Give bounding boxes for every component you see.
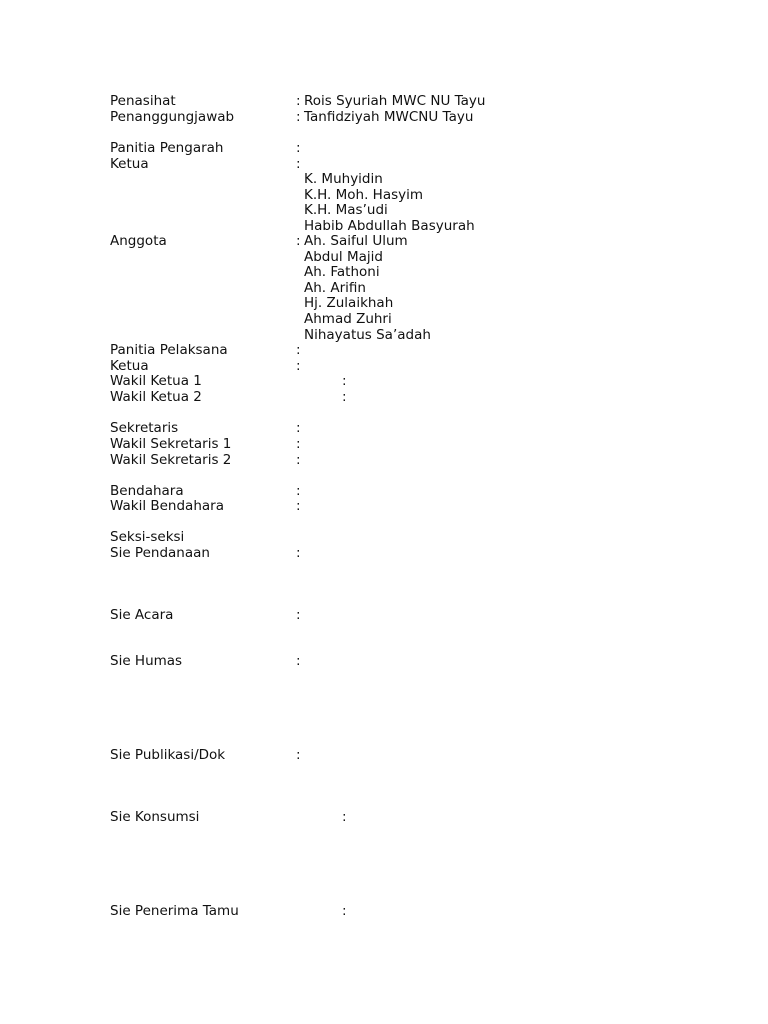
label-sie-humas: Sie Humas — [110, 653, 183, 669]
label-penasihat: Penasihat — [110, 93, 176, 109]
list-item: Hj. Zulaikhah — [304, 295, 394, 311]
colon: : — [296, 140, 301, 156]
label-wakil-bendahara: Wakil Bendahara — [110, 498, 224, 514]
colon: : — [296, 342, 301, 358]
row-wakil-sekretaris-1 — [110, 436, 301, 452]
colon: : — [296, 498, 301, 514]
label-wakil-sekretaris-1: Wakil Sekretaris 1 — [110, 436, 232, 452]
label-ketua-pengarah: Ketua — [110, 156, 149, 172]
colon: : — [296, 109, 301, 125]
label-sie-konsumsi: Sie Konsumsi — [110, 809, 200, 825]
list-item: Ah. Fathoni — [304, 264, 380, 280]
list-item: Ahmad Zuhri — [304, 311, 392, 327]
list-item: Ah. Arifin — [304, 280, 366, 296]
list-item: Nihayatus Sa’adah — [304, 327, 431, 343]
label-seksi-seksi: Seksi-seksi — [110, 529, 185, 545]
colon: : — [296, 93, 301, 109]
row-bendahara — [110, 483, 301, 499]
row-panitia-pengarah — [110, 140, 301, 156]
row-sie-publikasi — [110, 747, 301, 763]
list-item: K. Muhyidin — [304, 171, 383, 187]
label-penanggungjawab: Penanggungjawab — [110, 109, 235, 125]
label-sekretaris: Sekretaris — [110, 420, 179, 436]
row-wakil-bendahara — [110, 498, 301, 514]
row-ketua-pelaksana — [110, 358, 301, 374]
label-sie-penerima-tamu: Sie Penerima Tamu — [110, 903, 239, 919]
colon: : — [296, 653, 301, 669]
colon: : — [296, 483, 301, 499]
label-panitia-pelaksana: Panitia Pelaksana — [110, 342, 228, 358]
colon: : — [296, 452, 301, 468]
label-wakil-ketua-2: Wakil Ketua 2 — [110, 389, 202, 405]
label-sie-publikasi: Sie Publikasi/Dok — [110, 747, 226, 763]
list-item: K.H. Moh. Hasyim — [304, 187, 424, 203]
colon: : — [296, 156, 301, 172]
list-item: Habib Abdullah Basyurah — [304, 218, 475, 234]
row-sie-humas — [110, 653, 301, 669]
row-sie-pendanaan — [110, 545, 301, 561]
colon: : — [342, 903, 347, 919]
colon: : — [342, 809, 347, 825]
list-item: Abdul Majid — [304, 249, 383, 265]
colon: : — [296, 747, 301, 763]
label-sie-acara: Sie Acara — [110, 607, 174, 623]
row-anggota — [110, 233, 408, 249]
label-sie-pendanaan: Sie Pendanaan — [110, 545, 210, 561]
row-seksi-seksi — [110, 529, 185, 545]
row-wakil-ketua-2 — [110, 389, 347, 405]
colon: : — [296, 436, 301, 452]
label-panitia-pengarah: Panitia Pengarah — [110, 140, 224, 156]
row-wakil-ketua-1 — [110, 373, 347, 389]
row-sie-konsumsi — [110, 809, 347, 825]
colon: : — [296, 420, 301, 436]
label-wakil-ketua-1: Wakil Ketua 1 — [110, 373, 202, 389]
colon: : — [296, 358, 301, 374]
row-ketua-pengarah — [110, 156, 301, 172]
value-anggota: Ah. Saiful Ulum — [304, 233, 408, 249]
value-penanggungjawab: Tanfidziyah MWCNU Tayu — [304, 109, 474, 125]
row-sekretaris — [110, 420, 301, 436]
list-item: K.H. Mas’udi — [304, 202, 388, 218]
row-sie-penerima-tamu — [110, 903, 347, 919]
row-wakil-sekretaris-2 — [110, 452, 301, 468]
label-anggota: Anggota — [110, 233, 167, 249]
colon: : — [296, 607, 301, 623]
row-sie-acara — [110, 607, 301, 623]
label-bendahara: Bendahara — [110, 483, 184, 499]
colon: : — [296, 545, 301, 561]
colon: : — [342, 389, 347, 405]
label-wakil-sekretaris-2: Wakil Sekretaris 2 — [110, 452, 232, 468]
value-penasihat: Rois Syuriah MWC NU Tayu — [304, 93, 486, 109]
label-ketua-pelaksana: Ketua — [110, 358, 149, 374]
row-panitia-pelaksana — [110, 342, 301, 358]
colon: : — [296, 233, 301, 249]
colon: : — [342, 373, 347, 389]
